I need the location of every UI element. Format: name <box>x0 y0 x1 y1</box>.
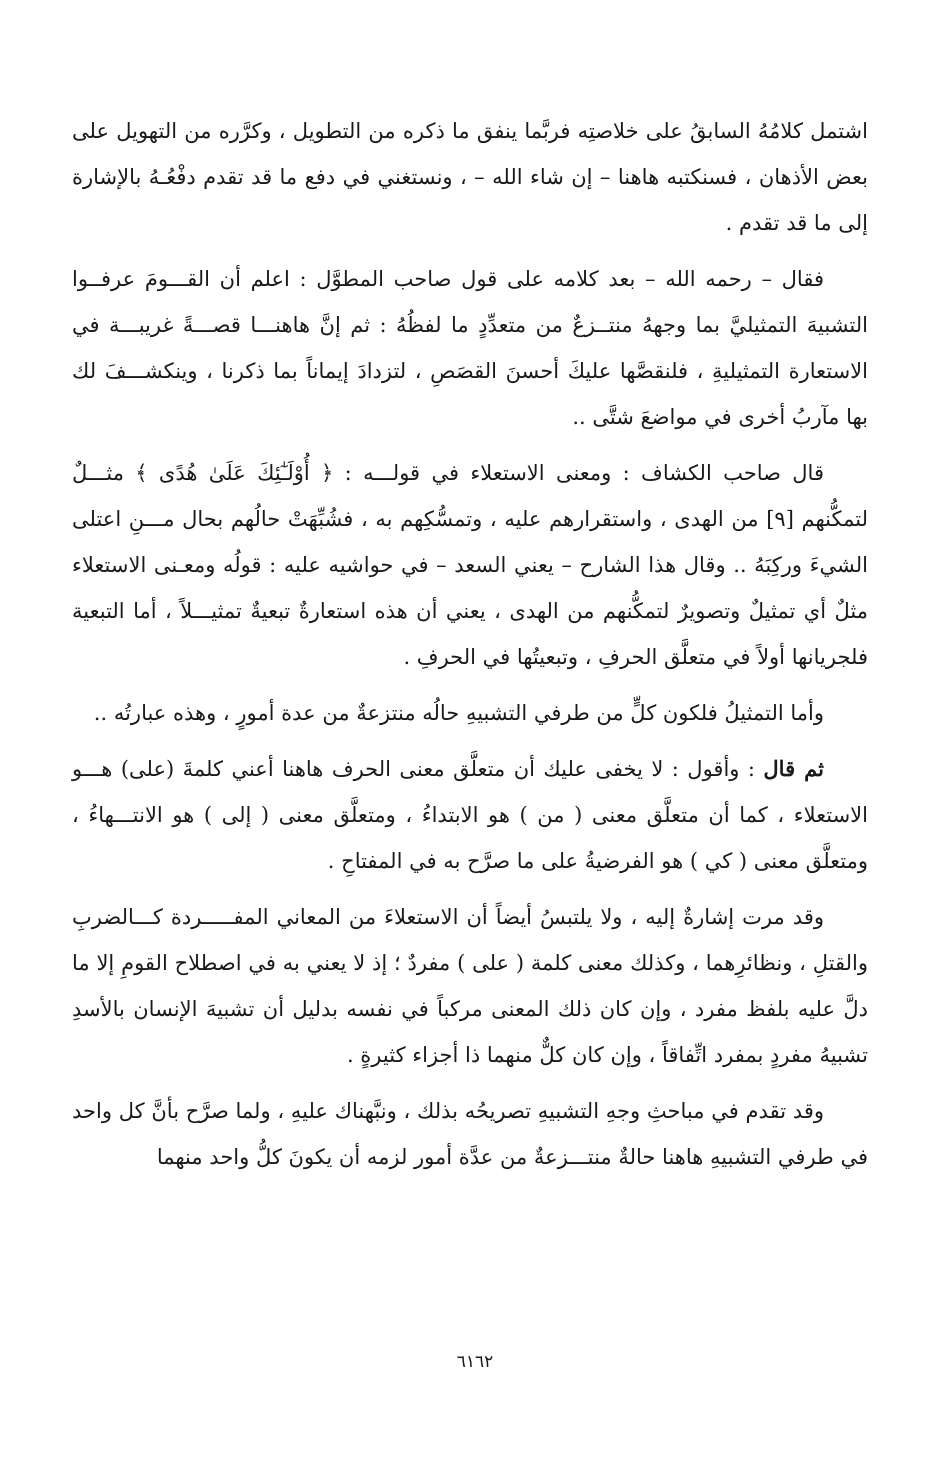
thumma-qala-text: : وأقول : لا يخفى عليك أن متعلَّق معنى الحرف هاهنا أعني كلمةَ (على) هـــو الاستعلاء ، كما أن متعلَّق معنى ( من ) هو الابتداءُ ، ومتعلَّق معنى ( إلى ) هو الانتـــهاءُ ، ومتعلَّق معنى ( كي ) هو الفرضيةُ على ما صرَّح به في المفتاحِ . <box>72 757 868 873</box>
page-number: ٦١٦٢ <box>456 1352 494 1372</box>
paragraph-isharah: وقد مرت إشارةٌ إليه ، ولا يلتبسُ أيضاً أن الاستعلاءَ من المعاني المفـــــردة كـــالضربِ والقتلِ ، ونظائرِهما ، وكذلك معنى كلمة ( على ) مفردٌ ؛ إذ لا يعني به في اصطلاح القومِ إلا ما دلَّ عليه بلفظ مفرد ، وإن كان ذلك المعنى مركباً في نفسه بدليل أن تشبيهَ الإنسان بالأسدِ تشبيهُ مفردٍ بمفرد اتِّفاقاً ، وإن كان كلٌّ منهما ذا أجزاء كثيرةٍ . <box>72 905 869 1067</box>
paragraph-thumma-qala <box>72 746 868 884</box>
paragraph-intro: اشتمل كلامُهُ السابقُ على خلاصتِه فربَّما ينفق ما ذكره من التطويل ، وكرَّره من التهويل على بعض الأذهان ، فسنكتبه هاهنا – إن شاء الله – ، ونستغني في دفع ما قد تقدم دفْعُـهُ بالإشارة إلى ما قد تقدم . <box>72 119 868 235</box>
paragraph-mabahith: وقد تقدم في مباحثِ وجهِ التشبيهِ تصريحُه بذلك ، ونبَّهناك عليهِ ، ولما صرَّح بأنَّ كل واحد في طرفي التشبيهِ هاهنا حالةٌ منتـــزعةٌ من عدَّة أمور لزمه أن يكونَ كلُّ واحد منهما <box>72 1099 868 1169</box>
paragraph-tamthil: وأما التمثيلُ فلكون كلٍّ من طرفي التشبيهِ حالُه منتزعةٌ من عدة أمورٍ ، وهذه عبارتُه .. <box>93 701 824 725</box>
body-text <box>72 108 868 1190</box>
thumma-qala-heading: ثم قال <box>763 756 825 781</box>
paragraph-kashshaf: قال صاحب الكشاف : ومعنى الاستعلاء في قولـــه : ﴿ أُوْلَـٰٓئِكَ عَلَىٰ هُدًى ﴾ مثـــلٌ لتمكُّنهم [٩] من الهدى ، واستقرارهم عليه ، وتمسُّكِهم به ، فشُبِّهَتْ حالُهم بحال مـــنِ اعتلى الشيءَ وركِبَهُ .. وقال هذا الشارح – يعني السعد – في حواشيه عليه : قولُه ومعـنى الاستعلاء مثلٌ أي تمثيلٌ وتصويرٌ لتمكُّنهم من الهدى ، يعني أن هذه استعارةٌ تبعيةٌ تمثيـــلاً ، أما التبعية فلجريانها أولاً في متعلَّق الحرفِ ، وتبعيتُها في الحرفِ . <box>72 461 868 669</box>
paragraph-qala: فقال – رحمه الله – بعد كلامه على قول صاحب المطوَّل : اعلم أن القـــومَ عرفــوا التشبيهَ التمثيليَّ بما وجههُ منتــزعٌ من متعدِّدٍ ما لفظُهُ : ثم إنَّ هاهنـــا قصـــةً غريبـــة في الاستعارة التمثيليةِ ، فلنقصَّها عليكَ أحسنَ القصَصِ ، لتزدادَ إيماناً بما ذكرنا ، وينكشـــفَ لك بها مآربُ أخرى في مواضعَ شتَّى .. <box>72 267 868 429</box>
